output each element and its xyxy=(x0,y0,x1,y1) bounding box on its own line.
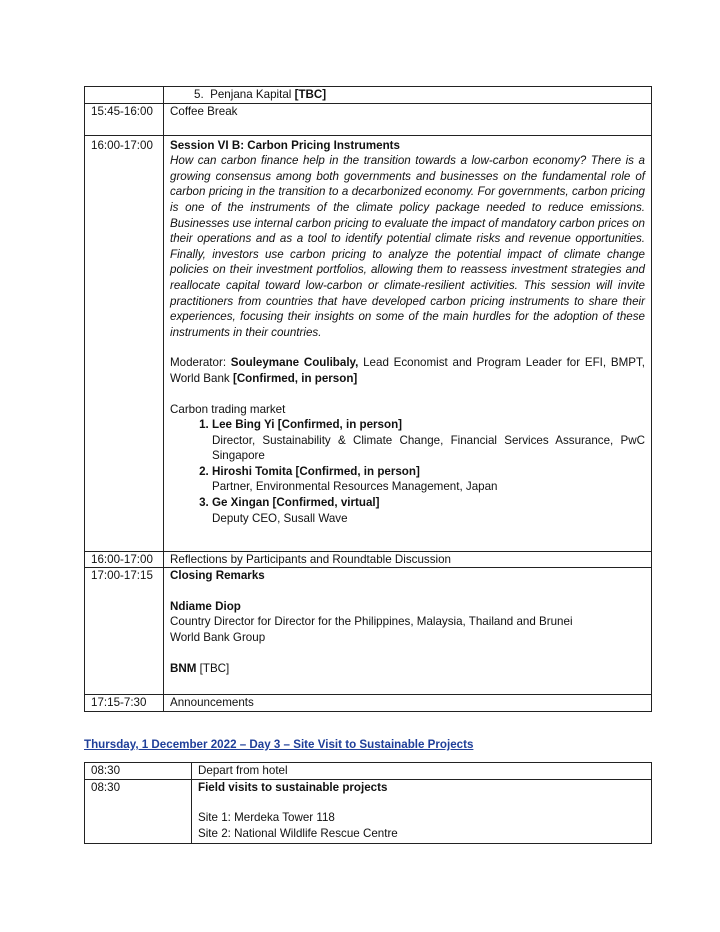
speaker-name: Ge Xingan [Confirmed, virtual] xyxy=(212,496,380,510)
day3-agenda-table xyxy=(84,762,652,844)
time-cell: 15:45-16:00 xyxy=(85,103,164,135)
time-cell: 08:30 xyxy=(85,763,192,780)
list-item xyxy=(170,88,326,101)
speaker-list xyxy=(170,417,645,526)
day2-agenda-table xyxy=(84,86,652,712)
list-item xyxy=(212,495,645,526)
session-description: How can carbon finance help in the transition towards a low-carbon economy? There is a growing consensus among both governments and businesses on the fundamental role of carbon pricing in the transition to a decarbonized economy. For governments, carbon pricing is one of the instruments of the climate policy package needed to reduce emissions. Businesses use internal carbon pricing to evaluate the impact of mandatory carbon prices on their operations and as a tool to identify potential climate risks and revenue opportunities. Finally, investors use carbon pricing to analyze the potential impact of climate change policies on their investment portfolios, allowing them to reassess investment strategies and reallocate capital toward low-carbon or climate-resilient activities. This session will invite practitioners from countries that have developed carbon pricing instruments to share their experiences, focusing their insights on some of the main hurdles for the adoption of these instruments in their countries. xyxy=(170,154,645,339)
session-cell xyxy=(164,135,652,551)
speaker-org: World Bank Group xyxy=(170,630,266,644)
table-row xyxy=(85,135,652,551)
speaker-name: Hiroshi Tomita [Confirmed, in person] xyxy=(212,464,420,478)
session-cell xyxy=(192,779,652,843)
item-number: 5. xyxy=(194,88,204,101)
table-row xyxy=(85,695,652,712)
time-cell: 08:30 xyxy=(85,779,192,843)
list-item xyxy=(212,464,645,495)
table-row xyxy=(85,87,652,104)
list-item xyxy=(212,417,645,464)
session-cell: Depart from hotel xyxy=(192,763,652,780)
speaker-name: Ndiame Diop xyxy=(170,599,241,613)
status-tag: [TBC] xyxy=(294,88,327,101)
item-text: Penjana Kapital xyxy=(210,88,292,101)
table-row xyxy=(85,551,652,568)
moderator-name: Souleymane Coulibaly, xyxy=(230,356,359,370)
site-item: Site 1: Merdeka Tower 118 xyxy=(198,811,335,825)
time-cell: 17:15-7:30 xyxy=(85,695,164,712)
time-cell: 17:00-17:15 xyxy=(85,568,164,695)
session-cell xyxy=(164,87,652,104)
speaker-name: Lee Bing Yi [Confirmed, in person] xyxy=(212,418,403,432)
speaker-role: Director, Sustainability & Climate Change, Financial Services Assurance, PwC Singapore xyxy=(212,433,645,463)
session-title: Field visits to sustainable projects xyxy=(198,780,388,794)
moderator-label: Moderator: xyxy=(170,356,227,370)
day3-heading: Thursday, 1 December 2022 – Day 3 – Site Visit to Sustainable Projects xyxy=(84,738,474,751)
speaker-role: Partner, Environmental Resources Management, Japan xyxy=(212,480,498,494)
status-tag: [TBC] xyxy=(199,661,230,675)
table-row xyxy=(85,763,652,780)
speaker-role: Country Director for Director for the Philippines, Malaysia, Thailand and Brunei xyxy=(170,615,573,629)
session-title: Session VI B: Carbon Pricing Instruments xyxy=(170,138,400,152)
speaker-role: Deputy CEO, Susall Wave xyxy=(212,511,348,525)
bnm-label: BNM xyxy=(170,661,197,675)
market-label: Carbon trading market xyxy=(170,402,286,416)
session-cell: Announcements xyxy=(164,695,652,712)
moderator-line xyxy=(170,355,645,386)
moderator-status: [Confirmed, in person] xyxy=(232,371,358,385)
session-cell xyxy=(164,568,652,695)
session-title: Closing Remarks xyxy=(170,569,265,583)
site-item: Site 2: National Wildlife Rescue Centre xyxy=(198,826,398,840)
session-cell: Coffee Break xyxy=(164,103,652,135)
table-row xyxy=(85,568,652,695)
table-row xyxy=(85,103,652,135)
time-cell xyxy=(85,87,164,104)
bnm-line xyxy=(170,661,645,677)
table-row xyxy=(85,779,652,843)
moderator-role: Lead Economist and Program Leader for EFI, BMPT, World Bank xyxy=(170,356,645,385)
time-cell: 16:00-17:00 xyxy=(85,551,164,568)
session-cell: Reflections by Participants and Roundtable Discussion xyxy=(164,551,652,568)
time-cell: 16:00-17:00 xyxy=(85,135,164,551)
